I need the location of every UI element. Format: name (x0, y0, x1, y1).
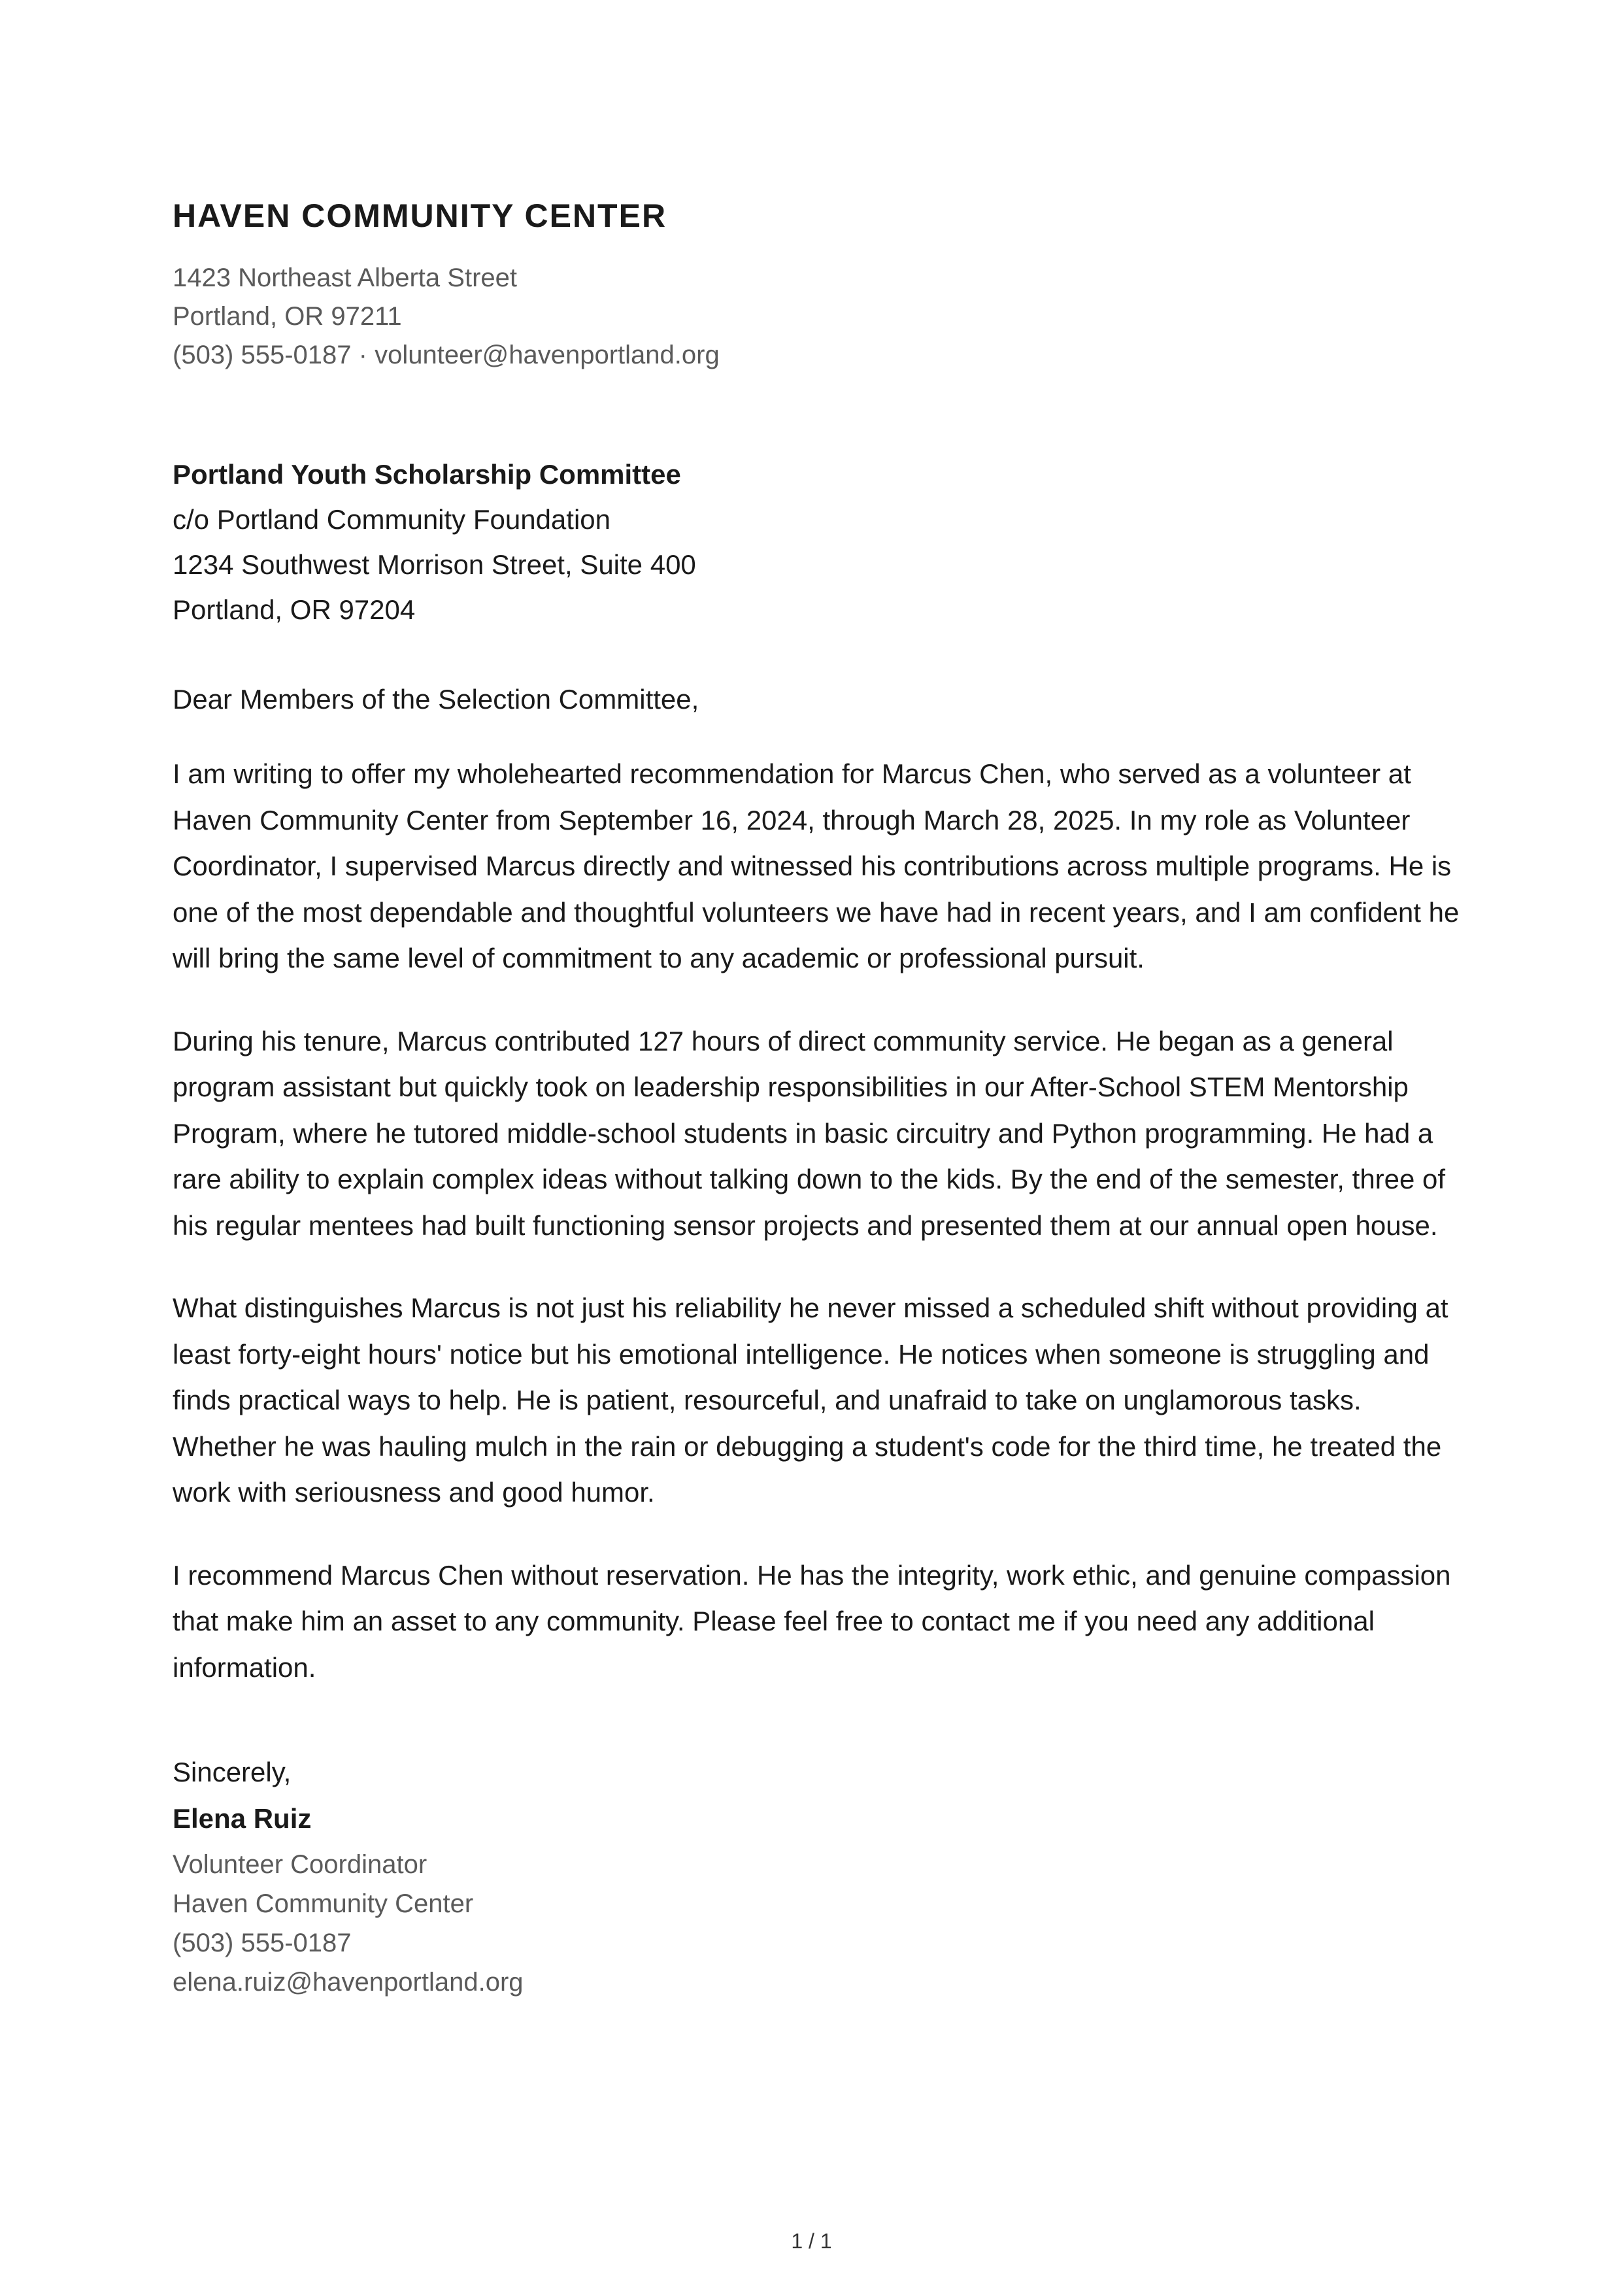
recipient-name: Portland Youth Scholarship Committee (173, 459, 681, 490)
signer-title: Volunteer Coordinator (173, 1850, 427, 1879)
recipient-line-2: 1234 Southwest Morrison Street, Suite 400 (173, 549, 696, 580)
organization-name: HAVEN COMMUNITY CENTER (173, 197, 667, 234)
signer-organization: Haven Community Center (173, 1889, 474, 1918)
org-address-line-2: Portland, OR 97211 (173, 302, 402, 331)
body-paragraph-3: What distinguishes Marcus is not just his reliability he never missed a scheduled shift without providing at least forty-eight hours' notice but his emotional intelligence. He notices when someone is struggling and finds practical ways to help. He is patient, resourceful, and unafraid to take on unglamorous tasks. Whether he was hauling mulch in the rain or debugging a student's code for the third time, he treated the work with seriousness and good humor. (173, 1292, 1448, 1508)
signer-email: elena.ruiz@havenportland.org (173, 1968, 524, 1997)
organization-contact (173, 259, 1467, 375)
recipient-line-1: c/o Portland Community Foundation (173, 504, 611, 535)
body-paragraph-2: During his tenure, Marcus contributed 127 hours of direct community service. He began as a general program assistant but quickly took on leadership responsibilities in our After-School STEM Mentorship Program, where he tutored middle-school students in basic circuitry and Python programming. He had a rare ability to explain complex ideas without talking down to the kids. By the end of the semester, three of his regular mentees had built functioning sensor projects and presented them at our annual open house. (173, 1025, 1446, 1241)
signer-name: Elena Ruiz (173, 1803, 312, 1834)
body-paragraph-4: I recommend Marcus Chen without reservation. He has the integrity, work ethic, and genuine compassion that make him an asset to any community. Please feel free to contact me if you need any additional information. (173, 1559, 1451, 1683)
closing-phrase: Sincerely, (173, 1757, 292, 1787)
recipient-block (173, 452, 1467, 632)
signer-phone: (503) 555-0187 (173, 1929, 352, 1957)
recipient-line-3: Portland, OR 97204 (173, 594, 416, 625)
body-paragraph-1: I am writing to offer my wholehearted recommendation for Marcus Chen, who served as a volunteer at Haven Community Center from September 16, 2024, through March 28, 2025. In my role as Volunteer Coordinator, I supervised Marcus directly and witnessed his contributions across multiple programs. He is one of the most dependable and thoughtful volunteers we have had in recent years, and I am confident he will bring the same level of commitment to any academic or professional pursuit. (173, 758, 1460, 973)
letterhead (173, 196, 1467, 375)
page-number: 1 / 1 (791, 2229, 832, 2253)
org-address-line-1: 1423 Northeast Alberta Street (173, 263, 517, 292)
signer-details (173, 1845, 1467, 2002)
salutation: Dear Members of the Selection Committee, (173, 684, 699, 715)
letter-body (173, 196, 1467, 2002)
org-contact-line: (503) 555-0187 · volunteer@havenportland.org (173, 341, 720, 369)
